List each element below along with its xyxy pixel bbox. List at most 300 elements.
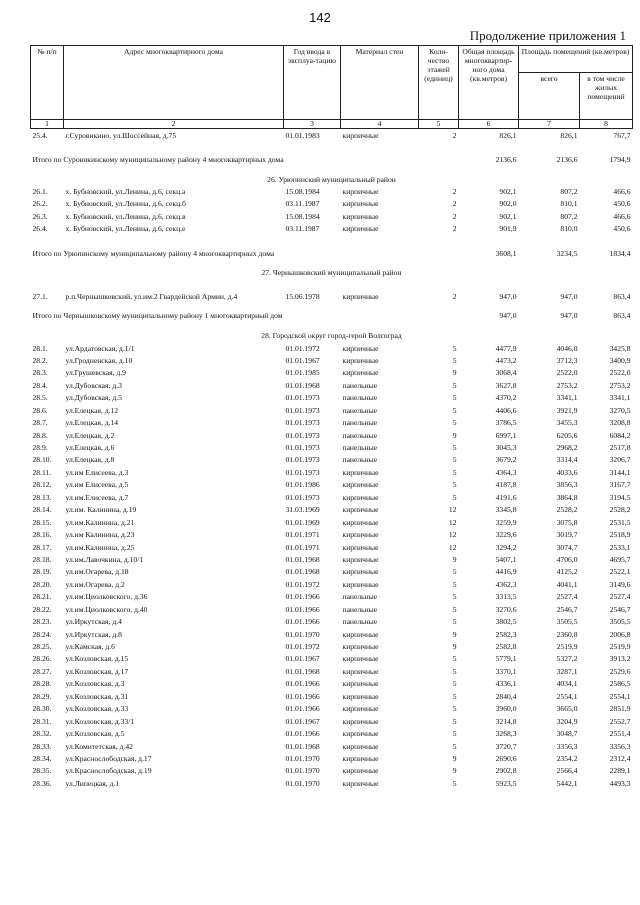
cell-total: 4364,3 [495, 467, 517, 477]
cell-walls: кирпичные [342, 554, 379, 564]
cell-address: ул.им Калинина, д.23 [65, 530, 135, 540]
section-title: 27. Чернышковский муниципальный район [261, 268, 402, 278]
cell-year: 01.01.1973 [285, 418, 320, 428]
cell-living: 3144,1 [609, 467, 631, 477]
cell-walls: панельные [342, 393, 378, 403]
cell-living: 3206,7 [609, 455, 631, 465]
cell-year: 01.01.1968 [285, 567, 320, 577]
cell-year: 01.01.1971 [285, 530, 320, 540]
cell-all: 4041,1 [556, 579, 578, 589]
spacer-cell [31, 279, 633, 291]
total-row [31, 310, 633, 329]
cell-num: 28.12. [32, 480, 52, 490]
cell-all: 2554,1 [556, 691, 578, 701]
cell-year: 01.01.1968 [285, 741, 320, 751]
total-label: Итого по Чернышковскому муниципальному району 1 многоквартирный дом [32, 311, 283, 321]
cell-living: 2533,1 [609, 542, 631, 552]
cell-num: 28.4. [32, 380, 48, 390]
cell-all: 2354,2 [556, 753, 578, 763]
cell-walls: кирпичные [342, 753, 379, 763]
cell-walls: кирпичные [342, 778, 379, 788]
cell-living: 2554,1 [609, 691, 631, 701]
cell-num: 28.14. [32, 505, 52, 515]
cell-all: 2546,7 [556, 604, 578, 614]
cell-living: 3356,3 [609, 741, 631, 751]
cell-address: ул.Елецкая, д.8 [65, 455, 115, 465]
cell-all: 4033,6 [556, 467, 578, 477]
cell-total: 3679,2 [495, 455, 517, 465]
cell-floors: 9 [452, 629, 457, 639]
cell-num: 28.5. [32, 393, 48, 403]
cell-walls: кирпичные [342, 187, 379, 197]
column-number: 7 [519, 120, 580, 129]
cell-total: 4370,2 [495, 393, 517, 403]
table-row [31, 541, 633, 553]
cell-floors: 2 [452, 292, 457, 302]
header-all: всего [519, 73, 580, 120]
cell-address: ул.Дубовская, д.3 [65, 380, 122, 390]
cell-year: 01.01.1968 [285, 554, 320, 564]
cell-address: ул.им.Циолковского, д.40 [65, 604, 148, 614]
cell-year: 01.01.1968 [285, 380, 320, 390]
table-row [31, 416, 633, 428]
cell-living: 2586,5 [609, 679, 631, 689]
cell-living: 2518,9 [609, 530, 631, 540]
table-row [31, 727, 633, 739]
cell-living: 2312,4 [609, 753, 631, 763]
cell-walls: панельные [342, 617, 378, 627]
cell-living: 2552,7 [609, 716, 631, 726]
cell-all: 4125,2 [556, 567, 578, 577]
cell-floors: 12 [448, 530, 457, 540]
cell-floors: 5 [452, 492, 457, 502]
cell-floors: 5 [452, 617, 457, 627]
cell-living: 2289,1 [609, 766, 631, 776]
cell-address: ул.Елецкая, д.2 [65, 430, 115, 440]
cell-year: 01.01.1970 [285, 753, 320, 763]
cell-total: 4477,9 [495, 343, 517, 353]
table-row [31, 516, 633, 528]
cell-walls: кирпичные [342, 492, 379, 502]
cell-walls: кирпичные [342, 716, 379, 726]
table-row [31, 342, 633, 354]
cell-num: 26.4. [32, 224, 48, 234]
housing-table [30, 45, 633, 790]
cell-address: ул.Козловская, д.3 [65, 679, 125, 689]
cell-address: г.Суровикино, ул.Шоссейная, д.75 [65, 130, 177, 140]
cell-address: ул.им.Лавочкина, д.10/1 [65, 554, 144, 564]
section-title-row [31, 173, 633, 185]
cell-all: 3074,7 [556, 542, 578, 552]
cell-floors: 5 [452, 579, 457, 589]
cell-living: 2546,7 [609, 604, 631, 614]
cell-walls: кирпичные [342, 292, 379, 302]
cell-num: 28.6. [32, 405, 48, 415]
cell-num: 28.30. [32, 704, 52, 714]
cell-all: 4034,1 [556, 679, 578, 689]
spacer-cell [31, 141, 633, 153]
cell-num: 28.34. [32, 753, 52, 763]
total-area-value: 2136,6 [495, 154, 517, 164]
cell-all: 3712,3 [556, 355, 578, 365]
cell-total: 3294,2 [495, 542, 517, 552]
cell-total: 3370,1 [495, 666, 517, 676]
cell-living: 2522,0 [609, 368, 631, 378]
cell-living: 2851,9 [609, 704, 631, 714]
cell-living: 863,4 [613, 292, 631, 302]
cell-num: 28.36. [32, 778, 52, 788]
header-total-area: Общая площадь многоквартир-ного дома (кв.метров) [459, 46, 519, 120]
cell-num: 28.20. [32, 579, 52, 589]
column-number: 3 [284, 120, 341, 129]
total-all-value: 3234,5 [556, 248, 578, 258]
cell-num: 28.33. [32, 741, 52, 751]
cell-total: 3214,8 [495, 716, 517, 726]
cell-num: 28.7. [32, 418, 48, 428]
cell-living: 2517,8 [609, 443, 631, 453]
total-area-value: 3608,1 [495, 248, 517, 258]
cell-all: 3287,1 [556, 666, 578, 676]
table-body [31, 129, 633, 790]
cell-year: 01.01.1969 [285, 517, 320, 527]
cell-all: 2360,8 [556, 629, 578, 639]
cell-all: 810,0 [560, 224, 578, 234]
column-number: 5 [419, 120, 459, 129]
cell-walls: кирпичные [342, 654, 379, 664]
cell-walls: панельные [342, 380, 378, 390]
cell-floors: 2 [452, 187, 457, 197]
cell-address: ул.им.Елисеева, д.7 [65, 492, 129, 502]
cell-num: 28.27. [32, 666, 52, 676]
table-row [31, 603, 633, 615]
cell-living: 3400,9 [609, 355, 631, 365]
cell-year: 03.11.1987 [285, 224, 320, 234]
cell-year: 01.01.1966 [285, 704, 320, 714]
cell-year: 01.01.1966 [285, 592, 320, 602]
total-area-value: 947,0 [499, 311, 517, 321]
cell-all: 2522,0 [556, 368, 578, 378]
column-number: 8 [580, 120, 633, 129]
cell-year: 01.01.1972 [285, 579, 320, 589]
table-row [31, 715, 633, 727]
cell-address: ул.Краснослободская, д.19 [65, 766, 152, 776]
cell-num: 28.35. [32, 766, 52, 776]
cell-all: 3505,5 [556, 617, 578, 627]
cell-living: 2519,9 [609, 642, 631, 652]
cell-floors: 9 [452, 753, 457, 763]
cell-num: 28.11. [32, 467, 52, 477]
cell-year: 15.06.1978 [285, 292, 320, 302]
table-row [31, 367, 633, 379]
cell-living: 3270,5 [609, 405, 631, 415]
cell-living: 4695,7 [609, 554, 631, 564]
cell-floors: 5 [452, 393, 457, 403]
section-title-row [31, 267, 633, 279]
cell-address: ул.Ардатовская, д.1/1 [65, 343, 135, 353]
cell-total: 5923,5 [495, 778, 517, 788]
cell-living: 2753,2 [609, 380, 631, 390]
cell-walls: панельные [342, 405, 378, 415]
cell-living: 4493,3 [609, 778, 631, 788]
header-num: № п/п [31, 46, 64, 120]
cell-living: 450,6 [613, 224, 631, 234]
cell-year: 01.01.1967 [285, 716, 320, 726]
cell-address: ул.Елецкая, д.14 [65, 418, 119, 428]
cell-living: 3149,6 [609, 579, 631, 589]
cell-living: 2529,6 [609, 666, 631, 676]
cell-walls: кирпичные [342, 211, 379, 221]
table-header [31, 46, 633, 129]
cell-living: 3194,5 [609, 492, 631, 502]
cell-walls: кирпичные [342, 467, 379, 477]
spacer-cell [31, 235, 633, 247]
cell-all: 807,2 [560, 211, 578, 221]
cell-total: 3802,5 [495, 617, 517, 627]
cell-total: 3786,5 [495, 418, 517, 428]
cell-walls: кирпичные [342, 480, 379, 490]
cell-total: 2690,6 [495, 753, 517, 763]
cell-address: ул.им.Циолковского, д.36 [65, 592, 148, 602]
cell-living: 2531,5 [609, 517, 631, 527]
cell-floors: 9 [452, 368, 457, 378]
cell-num: 28.2. [32, 355, 48, 365]
cell-living: 2551,4 [609, 729, 631, 739]
cell-year: 01.01.1966 [285, 604, 320, 614]
cell-living: 2528,2 [609, 505, 631, 515]
cell-walls: кирпичные [342, 704, 379, 714]
cell-total: 3960,0 [495, 704, 517, 714]
cell-num: 28.26. [32, 654, 52, 664]
cell-living: 2522,1 [609, 567, 631, 577]
cell-address: ул.им. Калинина, д.19 [65, 505, 137, 515]
cell-num: 28.17. [32, 542, 52, 552]
table-row [31, 591, 633, 603]
table-row [31, 379, 633, 391]
cell-year: 31.03.1969 [285, 505, 320, 515]
cell-all: 3314,4 [556, 455, 578, 465]
cell-all: 3455,3 [556, 418, 578, 428]
cell-year: 01.01.1973 [285, 430, 320, 440]
cell-address: ул.им Елисеева, д.5 [65, 480, 129, 490]
cell-address: ул.Гродненская, д.10 [65, 355, 133, 365]
cell-total: 3345,8 [495, 505, 517, 515]
cell-year: 01.01.1968 [285, 666, 320, 676]
cell-walls: кирпичные [342, 224, 379, 234]
cell-year: 01.01.1966 [285, 617, 320, 627]
cell-year: 01.01.1983 [285, 130, 320, 140]
cell-floors: 9 [452, 554, 457, 564]
cell-living: 466,6 [613, 211, 631, 221]
cell-total: 6997,1 [495, 430, 517, 440]
cell-total: 4187,8 [495, 480, 517, 490]
cell-walls: панельные [342, 443, 378, 453]
cell-floors: 9 [452, 766, 457, 776]
cell-floors: 9 [452, 642, 457, 652]
cell-total: 4473,2 [495, 355, 517, 365]
cell-total: 4416,9 [495, 567, 517, 577]
cell-floors: 5 [452, 418, 457, 428]
cell-floors: 9 [452, 430, 457, 440]
cell-year: 01.01.1985 [285, 368, 320, 378]
cell-all: 6205,6 [556, 430, 578, 440]
total-living-value: 1794,9 [609, 154, 631, 164]
cell-total: 902,1 [499, 187, 517, 197]
column-number: 2 [64, 120, 284, 129]
cell-address: ул.им.Калинина, д.25 [65, 542, 135, 552]
cell-address: ул.Елецкая, д.12 [65, 405, 119, 415]
section-title-row [31, 329, 633, 341]
cell-floors: 5 [452, 666, 457, 676]
cell-num: 26.1. [32, 187, 48, 197]
cell-walls: кирпичные [342, 642, 379, 652]
cell-floors: 5 [452, 592, 457, 602]
table-row [31, 528, 633, 540]
cell-year: 01.01.1973 [285, 393, 320, 403]
cell-address: ул.Козловская, д.33/1 [65, 716, 135, 726]
cell-all: 3204,9 [556, 716, 578, 726]
cell-walls: кирпичные [342, 579, 379, 589]
cell-all: 3356,3 [556, 741, 578, 751]
cell-address: ул.Козловская, д.31 [65, 691, 129, 701]
cell-walls: кирпичные [342, 530, 379, 540]
cell-all: 3864,8 [556, 492, 578, 502]
cell-address: ул.Камская, д.6 [65, 642, 115, 652]
cell-walls: кирпичные [342, 542, 379, 552]
cell-all: 3048,7 [556, 729, 578, 739]
cell-all: 5327,2 [556, 654, 578, 664]
cell-num: 28.18. [32, 554, 52, 564]
table-row [31, 752, 633, 764]
continuation-caption: Продолжение приложения 1 [469, 28, 626, 43]
total-all-value: 2136,6 [556, 154, 578, 164]
table-row [31, 740, 633, 752]
cell-year: 03.11.1987 [285, 199, 320, 209]
cell-address: х. Бубновский, ул.Ленина, д.6, секц.а [65, 187, 186, 197]
cell-floors: 5 [452, 741, 457, 751]
cell-year: 15.08.1984 [285, 211, 320, 221]
cell-floors: 12 [448, 505, 457, 515]
cell-num: 28.21. [32, 592, 52, 602]
cell-walls: кирпичные [342, 629, 379, 639]
cell-address: ул.Елецкая, д.6 [65, 443, 115, 453]
cell-all: 3921,9 [556, 405, 578, 415]
cell-address: ул.Краснослободская, д.17 [65, 753, 152, 763]
cell-living: 3167,7 [609, 480, 631, 490]
table-row [31, 429, 633, 441]
cell-living: 3505,5 [609, 617, 631, 627]
cell-walls: кирпичные [342, 517, 379, 527]
cell-walls: кирпичные [342, 679, 379, 689]
cell-total: 902,1 [499, 211, 517, 221]
table-row [31, 553, 633, 565]
cell-num: 27.1. [32, 292, 48, 302]
cell-year: 01.01.1966 [285, 691, 320, 701]
column-number: 4 [341, 120, 419, 129]
table-row [31, 653, 633, 665]
cell-num: 28.28. [32, 679, 52, 689]
cell-total: 901,9 [499, 224, 517, 234]
cell-address: ул.Грушевская, д.9 [65, 368, 126, 378]
cell-num: 28.32. [32, 729, 52, 739]
cell-all: 3075,8 [556, 517, 578, 527]
cell-num: 28.25. [32, 642, 52, 652]
cell-total: 4336,1 [495, 679, 517, 689]
cell-floors: 12 [448, 542, 457, 552]
cell-all: 826,1 [560, 130, 578, 140]
header-living: в том числе жилых помещений [580, 73, 633, 120]
cell-num: 28.8. [32, 430, 48, 440]
cell-year: 01.01.1973 [285, 405, 320, 415]
cell-address: ул.им.Огарева, д.2 [65, 579, 125, 589]
cell-num: 28.16. [32, 530, 52, 540]
cell-year: 01.01.1966 [285, 679, 320, 689]
cell-total: 2840,4 [495, 691, 517, 701]
cell-address: ул.Дубовская, д.5 [65, 393, 122, 403]
cell-year: 01.01.1966 [285, 729, 320, 739]
cell-floors: 5 [452, 716, 457, 726]
table-row [31, 441, 633, 453]
cell-total: 2582,3 [495, 629, 517, 639]
cell-floors: 5 [452, 729, 457, 739]
cell-all: 2528,2 [556, 505, 578, 515]
cell-floors: 12 [448, 517, 457, 527]
cell-num: 26.3. [32, 211, 48, 221]
cell-floors: 5 [452, 455, 457, 465]
cell-total: 2902,8 [495, 766, 517, 776]
cell-walls: панельные [342, 418, 378, 428]
spacer-row [31, 235, 633, 247]
cell-num: 28.13. [32, 492, 52, 502]
cell-year: 01.01.1970 [285, 629, 320, 639]
cell-all: 5442,1 [556, 778, 578, 788]
cell-all: 2519,9 [556, 642, 578, 652]
cell-total: 5779,1 [495, 654, 517, 664]
cell-total: 3313,5 [495, 592, 517, 602]
cell-walls: панельные [342, 430, 378, 440]
cell-num: 28.3. [32, 368, 48, 378]
cell-num: 25.4. [32, 130, 48, 140]
cell-num: 28.10. [32, 455, 52, 465]
cell-floors: 5 [452, 467, 457, 477]
total-row [31, 154, 633, 173]
cell-walls: панельные [342, 455, 378, 465]
cell-walls: кирпичные [342, 567, 379, 577]
cell-total: 3268,3 [495, 729, 517, 739]
cell-floors: 2 [452, 224, 457, 234]
table-row [31, 454, 633, 466]
header-address: Адрес многоквартирного дома [64, 46, 284, 120]
cell-year: 01.01.1973 [285, 443, 320, 453]
cell-walls: кирпичные [342, 199, 379, 209]
table-row [31, 392, 633, 404]
cell-year: 01.01.1973 [285, 492, 320, 502]
cell-total: 826,1 [499, 130, 517, 140]
cell-all: 4706,0 [556, 554, 578, 564]
cell-total: 3068,4 [495, 368, 517, 378]
cell-living: 3341,1 [609, 393, 631, 403]
table-row [31, 404, 633, 416]
column-number: 1 [31, 120, 64, 129]
cell-total: 5407,1 [495, 554, 517, 564]
cell-num: 28.19. [32, 567, 52, 577]
cell-all: 2968,2 [556, 443, 578, 453]
spacer-row [31, 141, 633, 153]
cell-all: 3341,1 [556, 393, 578, 403]
cell-total: 3720,7 [495, 741, 517, 751]
cell-floors: 5 [452, 778, 457, 788]
header-floors: Коли-чество этажей (единиц) [419, 46, 459, 120]
column-number: 6 [459, 120, 519, 129]
